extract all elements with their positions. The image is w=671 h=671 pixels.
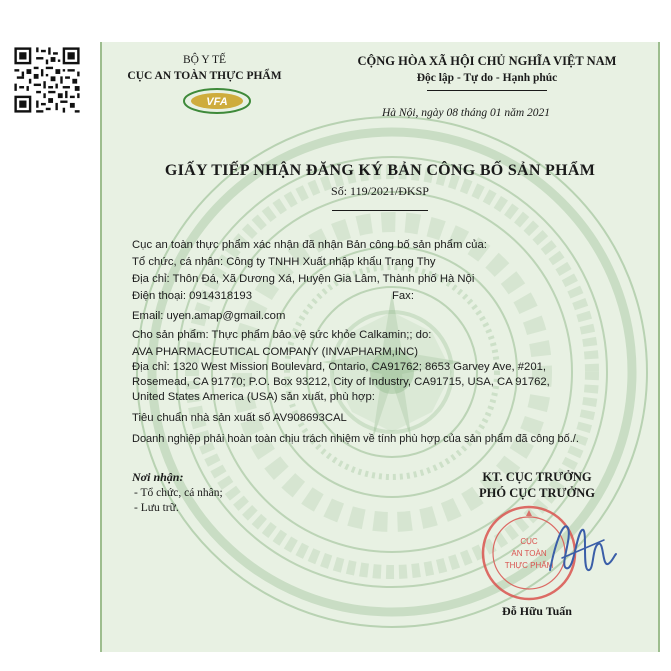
fax-line: Fax: <box>392 290 414 302</box>
organization-line: Tổ chức, cá nhân: Công ty TNHH Xuất nhập khẩu Trang Thy <box>132 256 436 268</box>
standard-line: Tiêu chuẩn nhà sản xuất số AV908693CAL <box>132 412 347 424</box>
stamp-line: AN TOÀN <box>511 549 547 558</box>
responsibility-line: Doanh nghiệp phải hoàn toàn chịu trách nhiệm về tính phù hợp của sản phẩm đã công bố./. <box>132 433 579 445</box>
motto-underline <box>427 90 547 91</box>
manufacturer-address-2: Rosemead, CA 91770; P.O. Box 93212, City of Industry, CA91715, USA, CA 91762, <box>132 376 550 388</box>
stamp-line: CỤC <box>520 537 538 546</box>
stamp-line: THỰC PHẨM <box>504 561 554 570</box>
place-date: Hà Nội, ngày 08 tháng 01 năm 2021 <box>382 107 551 119</box>
qr-code <box>12 45 82 115</box>
recipient-item: - Tổ chức, cá nhân; <box>134 487 223 499</box>
recipient-item: - Lưu trữ. <box>134 502 179 514</box>
signer-role-1: KT. CỤC TRƯỞNG <box>482 470 592 484</box>
intro-text: Cục an toàn thực phẩm xác nhận đã nhận Bản công bố sản phẩm của: <box>132 239 487 251</box>
vfa-logo-text: VFA <box>206 96 228 108</box>
signer-name: Đỗ Hữu Tuấn <box>502 604 572 618</box>
phone-line: Điện thoại: 0914318193 <box>132 290 252 302</box>
agency-name: CỤC AN TOÀN THỰC PHẨM <box>127 70 282 82</box>
document-number: Số: 119/2021/ĐKSP <box>331 184 429 198</box>
vfa-logo <box>182 86 252 116</box>
manufacturer-address-1: Địa chỉ: 1320 West Mission Boulevard, Ontario, CA91762; 8653 Garvey Ave, #201, <box>132 361 547 373</box>
ministry-name: BỘ Y TẾ <box>182 54 227 66</box>
address-line: Địa chỉ: Thôn Đá, Xã Dương Xá, Huyện Gia Lâm, Thành phố Hà Nội <box>132 273 475 285</box>
signer-role-2: PHÓ CỤC TRƯỞNG <box>479 486 595 500</box>
title-underline <box>332 210 428 211</box>
certificate-document <box>100 42 660 652</box>
email-line: Email: uyen.amap@gmail.com <box>132 310 286 322</box>
document-title: GIẤY TIẾP NHẬN ĐĂNG KÝ BẢN CÔNG BỐ SẢN PHẨM <box>164 162 596 179</box>
handwritten-signature <box>542 510 622 590</box>
product-line: Cho sản phẩm: Thực phẩm bảo vệ sức khỏe Calkamin;; do: <box>132 329 432 341</box>
manufacturer-name: AVA PHARMACEUTICAL COMPANY (INVAPHARM,INC) <box>132 346 419 358</box>
recipients-label: Nơi nhận: <box>132 470 184 484</box>
manufacturer-address-3: United States America (USA) sản xuất, phù hợp: <box>132 391 375 403</box>
national-motto: Độc lập - Tự do - Hạnh phúc <box>416 72 558 84</box>
country-name: CỘNG HÒA XÃ HỘI CHỦ NGHĨA VIỆT NAM <box>357 54 617 68</box>
